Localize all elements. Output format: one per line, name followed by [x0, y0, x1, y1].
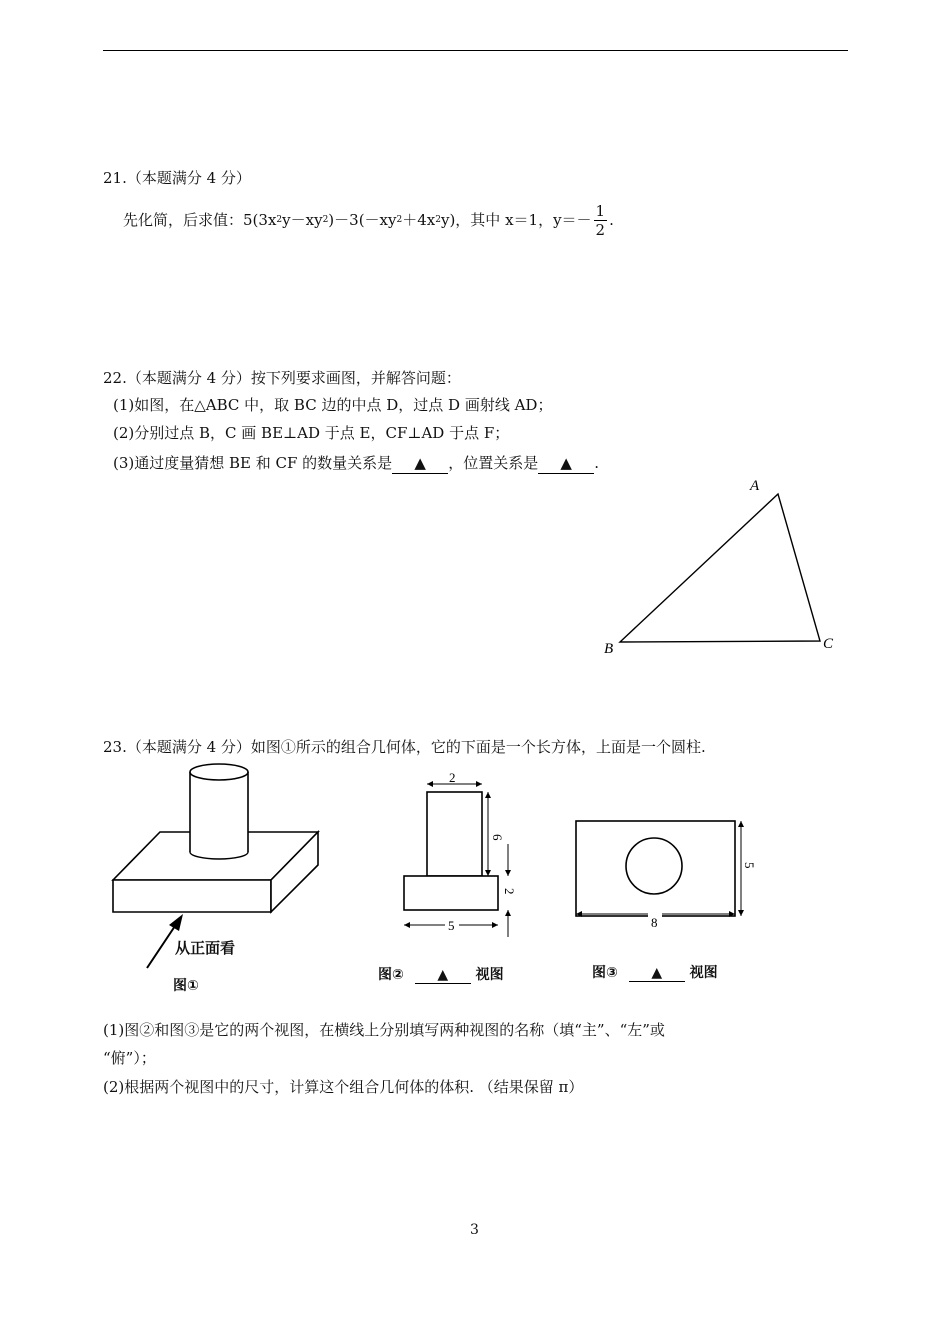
- dim-arrowhead: [485, 870, 491, 876]
- fig2-label-top-width: 2: [449, 772, 456, 785]
- q21-part-2: y－xy: [282, 211, 323, 229]
- q22-item-3: [113, 453, 599, 474]
- answer-blank-1[interactable]: ▲: [392, 453, 448, 474]
- q21-header: 21.（本题满分 4 分）: [103, 169, 251, 187]
- q22-item-3-end: .: [594, 454, 599, 472]
- view-arrow-head: [169, 914, 183, 931]
- fig2-base-rect: [404, 876, 498, 910]
- dim-arrowhead: [485, 792, 491, 798]
- cuboid-front-face: [113, 880, 271, 912]
- q22-item-3-text-b: ，位置关系是: [448, 454, 539, 472]
- vertex-b-label: B: [604, 641, 614, 657]
- q21-part-3: )－3(－xy: [328, 211, 397, 229]
- fig1-caption: 图①: [173, 978, 199, 994]
- fig2-caption-b: 视图: [475, 967, 504, 983]
- fig3-top-view: [570, 815, 760, 935]
- cylinder-body: [190, 772, 248, 852]
- fig2-label-base-width: 5: [448, 918, 455, 933]
- q21-part-4: ＋4x: [402, 211, 436, 229]
- dim-arrowhead: [427, 781, 433, 787]
- fig3-caption-b: 视图: [689, 965, 718, 981]
- dim-arrowhead: [738, 910, 744, 916]
- q21-exp: 2: [435, 215, 441, 225]
- fig3-label-height: 5: [742, 862, 757, 869]
- top-rule: [103, 50, 848, 51]
- fig1-solid: [105, 760, 330, 1000]
- q21-frac-num: 1: [595, 201, 606, 220]
- q23-item-2: (2)根据两个视图中的尺寸，计算这个组合几何体的体积. （结果保留 π）: [103, 1078, 584, 1096]
- vertex-c-label: C: [823, 636, 834, 652]
- q23-header: 23.（本题满分 4 分）如图①所示的组合几何体，它的下面是一个长方体，上面是一个圆柱.: [103, 738, 706, 756]
- q23-item-1-line-1: (1)图②和图③是它的两个视图，在横线上分别填写两种视图的名称（填“主”、“左”或: [103, 1021, 665, 1039]
- q21-part-5: y)，其中 x＝1，y＝－: [440, 211, 592, 229]
- dim-arrowhead: [476, 781, 482, 787]
- fig2-front-view: [395, 772, 530, 942]
- fig2-caption: [378, 964, 504, 984]
- fig3-view-blank[interactable]: ▲: [629, 965, 685, 982]
- q21-frac-den: 2: [595, 220, 606, 239]
- fig2-top-rect: [427, 792, 482, 876]
- fig2-label-base-height: 2: [502, 888, 517, 895]
- q22-item-2: (2)分别过点 B，C 画 BE⊥AD 于点 E，CF⊥AD 于点 F；: [113, 424, 510, 442]
- fig3-caption-a: 图③: [592, 965, 618, 981]
- dim-arrowhead: [492, 922, 498, 928]
- q21-fraction: [594, 202, 608, 239]
- dim-arrowhead: [738, 821, 744, 827]
- triangle-abc: [620, 494, 820, 642]
- fig1-arrow-label: 从正面看: [175, 939, 236, 957]
- vertex-a-label: A: [750, 478, 760, 494]
- fig3-label-width: 8: [651, 915, 658, 930]
- q23-item-1-line-2: “俯”）；: [103, 1049, 156, 1067]
- q21-end: .: [609, 211, 614, 229]
- q21-exp: 2: [276, 215, 283, 225]
- q21-expression: [123, 200, 614, 240]
- dim-arrowhead: [505, 910, 511, 916]
- q21-exp: 2: [396, 215, 403, 225]
- q22-item-1: (1)如图，在△ABC 中，取 BC 边的中点 D，过点 D 画射线 AD；: [113, 396, 553, 414]
- fig2-view-blank[interactable]: ▲: [415, 967, 471, 984]
- q22-header: 22.（本题满分 4 分）按下列要求画图，并解答问题：: [103, 369, 461, 387]
- fig2-caption-a: 图②: [378, 967, 404, 983]
- dim-arrowhead: [404, 922, 410, 928]
- fig2-label-top-height: 6: [490, 834, 505, 841]
- fig3-circle: [626, 838, 682, 894]
- page-number: 3: [470, 1222, 479, 1238]
- triangle-abc-figure: [595, 470, 855, 665]
- q21-exp: 2: [322, 215, 329, 225]
- answer-blank-2[interactable]: ▲: [538, 453, 594, 474]
- q21-part-1: 先化简，后求值：5(3x: [123, 211, 277, 229]
- cylinder-top: [190, 764, 248, 780]
- q22-item-3-text: (3)通过度量猜想 BE 和 CF 的数量关系是: [113, 454, 393, 472]
- fig3-caption: [592, 962, 718, 982]
- dim-arrowhead: [505, 870, 511, 876]
